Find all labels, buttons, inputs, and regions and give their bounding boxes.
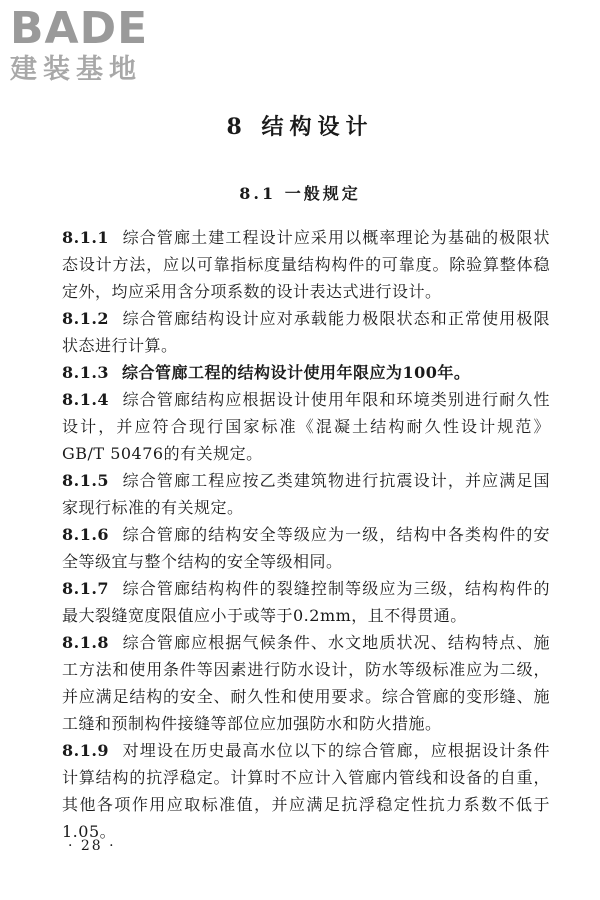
clause-list (62, 224, 550, 845)
clause-8-1-7 (62, 575, 550, 629)
clause-8-1-9 (62, 737, 550, 845)
clause-text: 综合管廊的结构安全等级应为一级，结构中各类构件的安全等级宜与整个结构的安全等级相同。 (62, 525, 550, 571)
clause-number: 8.1.7 (62, 579, 110, 598)
chapter-title: 8 结构设计 (226, 114, 374, 140)
clause-number: 8.1.8 (62, 633, 110, 652)
clause-text: 综合管廊应根据气候条件、水文地质状况、结构特点、施工方法和使用条件等因素进行防水设计，防水等级标准应为二级，并应满足结构的安全、耐久性和使用要求。综合管廊的变形缝、施工缝和预制构件接缝等部位应加强防水和防火措施。 (62, 633, 550, 733)
section-title: 8.1 一般规定 (239, 184, 361, 203)
page-number: · 28 · (68, 838, 116, 854)
clause-8-1-2 (62, 305, 550, 359)
clause-number: 8.1.4 (62, 390, 110, 409)
logo-subtitle: 建装基地 (10, 54, 142, 85)
clause-8-1-1 (62, 224, 550, 305)
clause-text: 综合管廊土建工程设计应采用以概率理论为基础的极限状态设计方法，应以可靠指标度量结构构件的可靠度。除验算整体稳定外，均应采用含分项系数的设计表达式进行设计。 (62, 228, 550, 301)
logo (10, 3, 180, 86)
clause-number: 8.1.3 (62, 363, 110, 382)
clause-text: 综合管廊结构构件的裂缝控制等级应为三级，结构构件的最大裂缝宽度限值应小于或等于0.2mm，且不得贯通。 (62, 579, 550, 625)
clause-number: 8.1.5 (62, 471, 110, 490)
clause-text: 对埋设在历史最高水位以下的综合管廊，应根据设计条件计算结构的抗浮稳定。计算时不应计入管廊内管线和设备的自重，其他各项作用应取标准值，并应满足抗浮稳定性抗力系数不低于1.05。 (62, 741, 550, 841)
clause-8-1-4 (62, 386, 550, 467)
clause-number: 8.1.9 (62, 741, 110, 760)
clause-number: 8.1.1 (62, 228, 110, 247)
clause-8-1-8 (62, 629, 550, 737)
clause-text: 综合管廊工程应按乙类建筑物进行抗震设计，并应满足国家现行标准的有关规定。 (62, 471, 550, 517)
clause-number: 8.1.6 (62, 525, 110, 544)
clause-8-1-3 (62, 359, 550, 386)
clause-8-1-5 (62, 467, 550, 521)
clause-text: 综合管廊结构设计应对承载能力极限状态和正常使用极限状态进行计算。 (62, 309, 550, 355)
clause-number: 8.1.2 (62, 309, 110, 328)
clause-text: 综合管廊工程的结构设计使用年限应为100年。 (122, 363, 471, 382)
clause-8-1-6 (62, 521, 550, 575)
logo-wordmark: BADE (10, 3, 149, 54)
clause-text: 综合管廊结构应根据设计使用年限和环境类别进行耐久性设计，并应符合现行国家标准《混凝土结构耐久性设计规范》GB/T 50476的有关规定。 (62, 390, 550, 463)
